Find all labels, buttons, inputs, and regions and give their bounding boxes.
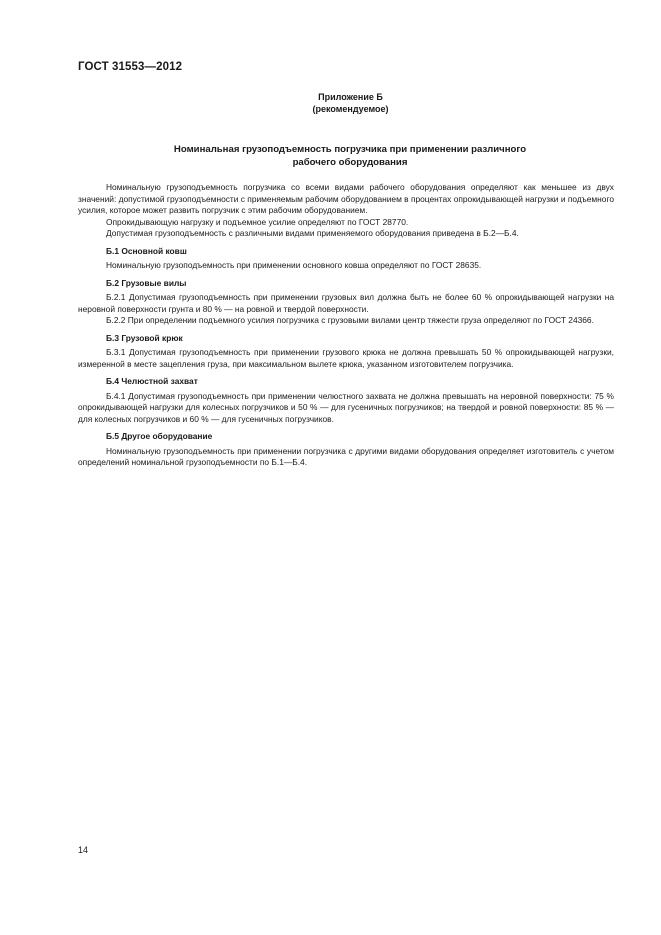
section-heading-b4: Б.4 Челюстной захват [106,376,198,386]
document-title-line-1: Номинальная грузоподъемность погрузчика при применении различного [173,144,527,155]
document-title-line-2: рабочего оборудования [292,157,408,168]
section-paragraph: Номинальную грузоподъемность при применении основного ковша определяют по ГОСТ 28635. [106,260,482,270]
section-paragraph: Б.3.1 Допустимая грузоподъемность при применении грузового крюка не должна превышать 50 % опрокидывающей нагрузки, измеренной в месте зацепления груза, при максимальном вылете крюка, указанном изготовителем погрузчика. [78,347,614,369]
section-heading-b5: Б.5 Другое оборудование [106,431,213,441]
page-number: 14 [78,845,89,855]
document-body [78,182,614,469]
section-paragraph: Б.2.1 Допустимая грузоподъемность при применении грузовых вил должна быть не более 60 % опрокидывающей нагрузки на неровной поверхности грунта и 80 % — на ровной и твердой поверхности. [78,292,614,314]
appendix-heading [0,91,661,115]
document-title [120,143,580,169]
appendix-title: Приложение Б [318,92,383,102]
section-paragraph: Б.4.1 Допустимая грузоподъемность при применении челюстного захвата не должна превышать на неровной поверхности: 75 % опрокидывающей нагрузки для колесных погрузчиков и 50 % — для гусеничных погрузчиков; на твердой и ровной поверхности: 85 % — для колесных погрузчиков и 60 % — для гусеничных погрузчиков. [78,390,614,424]
section-heading-b3: Б.3 Грузовой крюк [106,332,183,343]
intro-paragraph: Допустимая грузоподъемность с различными видами применяемого оборудования приведена в Б.2—Б.4. [106,228,519,238]
standard-code: ГОСТ 31553—2012 [78,61,183,73]
section-paragraph: Б.2.2 При определении подъемного усилия погрузчика с грузовыми вилами центр тяжести груза определяют по ГОСТ 24366. [106,315,594,325]
section-heading-b1: Б.1 Основной ковш [106,245,187,256]
section-paragraph: Номинальную грузоподъемность при применении погрузчика с другими видами оборудования определяет изготовитель с учетом определений номинальной грузоподъемности по Б.1—Б.4. [78,445,614,467]
intro-paragraph: Опрокидывающую нагрузку и подъемное усилие определяют по ГОСТ 28770. [106,216,409,227]
appendix-note: (рекомендуемое) [312,104,389,114]
intro-paragraph: Номинальную грузоподъемность погрузчика со всеми видами рабочего оборудования определяют как меньшее из двух значений: допустимой грузоподъемности с применяемым рабочим оборудованием в процентах опрокидывающей нагрузки и подъемного усилия, которое может развить погрузчик с этим рабочим оборудованием. [78,182,614,215]
section-heading-b2: Б.2 Грузовые вилы [106,277,187,288]
